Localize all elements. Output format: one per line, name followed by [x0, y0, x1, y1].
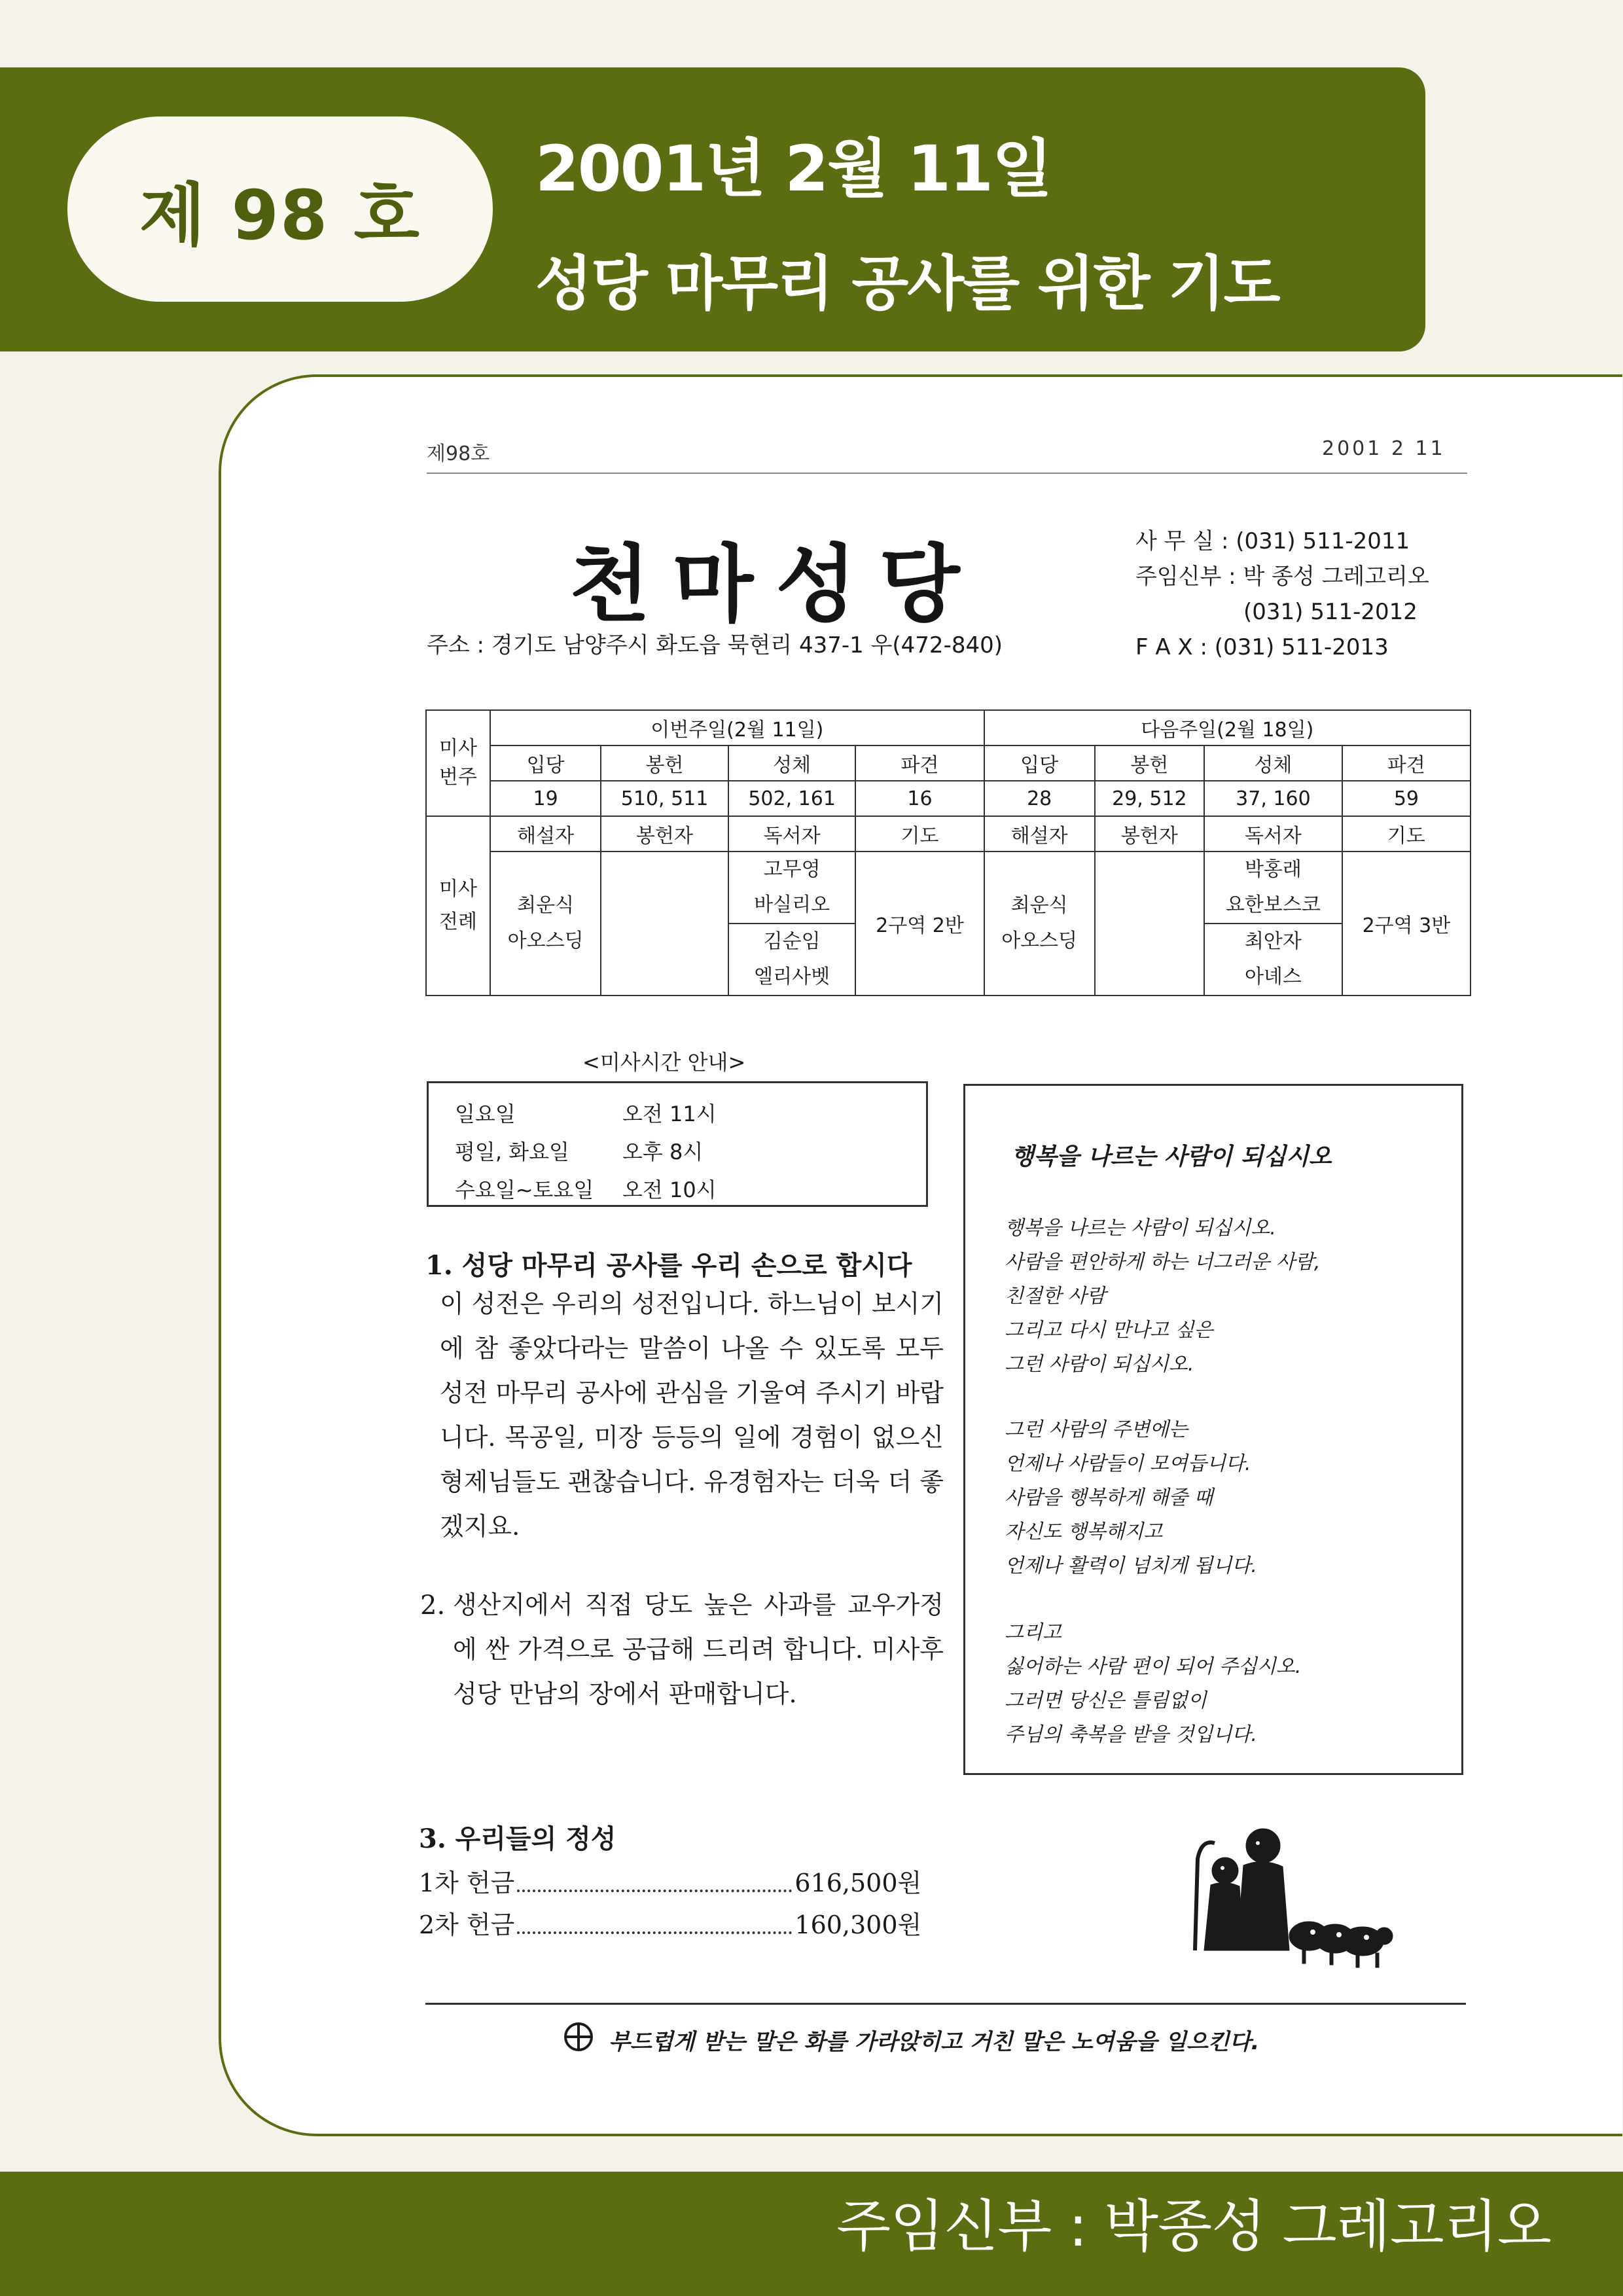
offerer-this-week: [601, 852, 728, 996]
poem-title: 행복을 나르는 사람이 되십시오: [1011, 1143, 1332, 1170]
song-header: 봉헌: [601, 745, 728, 781]
mass-time-row: [455, 1174, 717, 1204]
cross-circle-icon: [563, 2021, 594, 2053]
commentator-next-week: 최운식 아오스딩: [984, 852, 1095, 996]
contact-office: 사 무 실 : (031) 511-2011: [1135, 528, 1410, 554]
offering-label: 2차 헌금: [419, 1910, 515, 1939]
footer-quote: 부드럽게 받는 말은 화를 가라앉히고 거친 말은 노여움을 일으킨다.: [609, 2029, 1260, 2055]
contact-fax: F A X : (031) 511-2013: [1135, 634, 1389, 660]
poem-line: 싫어하는 사람 편이 되어 주십시오.: [1005, 1655, 1302, 1678]
notice2-number: 2.: [420, 1590, 446, 1621]
notice2-body: 생산지에서 직접 당도 높은 사과를 교우가정에 싼 가격으로 공급해 드리려 합니다. 미사후 성당 만남의 장에서 판매합니다.: [453, 1590, 944, 1708]
parish-address: 주소 : 경기도 남양주시 화도읍 묵현리 437-1 우(472-840): [427, 632, 1003, 658]
poem-line: 그런 사람의 주변에는: [1005, 1418, 1188, 1441]
song-header: 파견: [1342, 745, 1471, 781]
offering-title: 3. 우리들의 정성: [419, 1823, 616, 1854]
mass-time: 오전 11시: [622, 1102, 717, 1126]
reader-next-week-1: 박홍래 요한보스코: [1204, 852, 1342, 924]
poem-line: 사람을 편안하게 하는 너그러운 사람,: [1005, 1251, 1321, 1274]
bulletin-issue-small: 제98호: [427, 442, 490, 465]
poem-line: 행복을 나르는 사람이 되십시오.: [1005, 1217, 1276, 1240]
poem-line: 사람을 행복하게 해줄 때: [1005, 1486, 1213, 1509]
poem-line: 주님의 축복을 받을 것입니다.: [1005, 1723, 1257, 1746]
song-header: 봉헌: [1095, 745, 1204, 781]
mass-day: 일요일: [455, 1102, 516, 1126]
reader-next-week-2: 최안자 아녜스: [1204, 924, 1342, 996]
song-header: 입당: [490, 745, 601, 781]
mass-time: 오전 10시: [622, 1177, 717, 1202]
commentator-this-week: 최운식 아오스딩: [490, 852, 601, 996]
offering-label: 1차 헌금: [419, 1869, 515, 1897]
header-date: 2001년 2월 11일: [535, 132, 1052, 206]
song-number: 16: [855, 781, 984, 816]
bulletin-date-small: 2001 2 11: [1322, 437, 1446, 460]
poem-line: 그러면 당신은 틀림없이: [1005, 1689, 1207, 1712]
poem-line: 언제나 활력이 넘치게 됩니다.: [1005, 1554, 1257, 1577]
offering-amount: 616,500원: [794, 1869, 922, 1897]
shepherd-illustration: [1171, 1820, 1407, 1983]
song-number: 37, 160: [1204, 781, 1342, 816]
poem-line: 자신도 행복해지고: [1005, 1520, 1163, 1543]
song-header: 성체: [728, 745, 856, 781]
notice1-body: 이 성전은 우리의 성전입니다. 하느님이 보시기에 참 좋았다라는 말씀이 나올 수 있도록 모두 성전 마무리 공사에 관심을 기울여 주시기 바랍니다. 목공일, 미장 등등의 일에 경험이 없으신 형제님들도 괜찮습니다. 유경험자는 더욱 더 좋겠지요.: [440, 1289, 944, 1541]
mass-times-title: <미사시간 안내>: [582, 1050, 746, 1075]
offering-row-1: [419, 1863, 921, 1899]
reader-this-week-1: 고무영 바실리오: [728, 852, 856, 924]
poem-line: 그리고: [1005, 1621, 1061, 1644]
poem-line: 그런 사람이 되십시오.: [1005, 1353, 1194, 1376]
song-number: 28: [984, 781, 1095, 816]
mass-day: 평일, 화요일: [455, 1139, 569, 1164]
mass-time-row: [455, 1098, 717, 1128]
parish-name: 천마성당: [569, 535, 982, 634]
mass-day: 수요일~토요일: [455, 1177, 594, 1202]
contact-pastor: 주임신부 : 박 종성 그레고리오: [1135, 564, 1429, 590]
issue-number-badge: 제 98 호: [67, 117, 493, 302]
offering-amount: 160,300원: [794, 1910, 922, 1939]
table-label-songs: 미사 번주: [426, 710, 490, 816]
contact-pastor-phone: (031) 511-2012: [1243, 599, 1418, 625]
role-header: 독서자: [1204, 816, 1342, 852]
pastor-name: 주임신부 : 박종성 그레고리오: [836, 2194, 1551, 2259]
offerer-next-week: [1095, 852, 1204, 996]
role-header: 봉헌자: [601, 816, 728, 852]
prayer-next-week: 2구역 3반: [1342, 852, 1471, 996]
role-header: 기도: [1342, 816, 1471, 852]
song-number: 19: [490, 781, 601, 816]
bulletin-scan: [406, 419, 1479, 2094]
role-header: 독서자: [728, 816, 856, 852]
mass-schedule-table: [425, 709, 1471, 996]
song-number: 510, 511: [601, 781, 728, 816]
next-week-header: 다음주일(2월 18일): [984, 710, 1471, 745]
song-header: 입당: [984, 745, 1095, 781]
role-header: 기도: [855, 816, 984, 852]
this-week-header: 이번주일(2월 11일): [490, 710, 984, 745]
role-header: 해설자: [984, 816, 1095, 852]
role-header: 봉헌자: [1095, 816, 1204, 852]
notice1-title: 1. 성당 마무리 공사를 우리 손으로 합시다: [425, 1250, 912, 1281]
mass-times-box: [427, 1081, 928, 1207]
prayer-this-week: 2구역 2반: [855, 852, 984, 996]
song-header: 성체: [1204, 745, 1342, 781]
poem-line: 그리고 다시 만나고 싶은: [1005, 1319, 1213, 1342]
mass-time-row: [455, 1136, 704, 1166]
song-number: 502, 161: [728, 781, 856, 816]
header-title: 성당 마무리 공사를 위한 기도: [535, 249, 1279, 318]
poem-line: 친절한 사람: [1005, 1285, 1106, 1308]
reader-this-week-2: 김순임 엘리사벳: [728, 924, 856, 996]
mass-time: 오후 8시: [622, 1139, 704, 1164]
role-header: 해설자: [490, 816, 601, 852]
table-label-liturgy: 미사 전례: [426, 816, 490, 996]
song-number: 59: [1342, 781, 1471, 816]
poem-line: 언제나 사람들이 모여듭니다.: [1005, 1452, 1251, 1475]
song-header: 파견: [855, 745, 984, 781]
offering-row-2: [419, 1905, 921, 1941]
song-number: 29, 512: [1095, 781, 1204, 816]
poem-box: [963, 1084, 1463, 1775]
